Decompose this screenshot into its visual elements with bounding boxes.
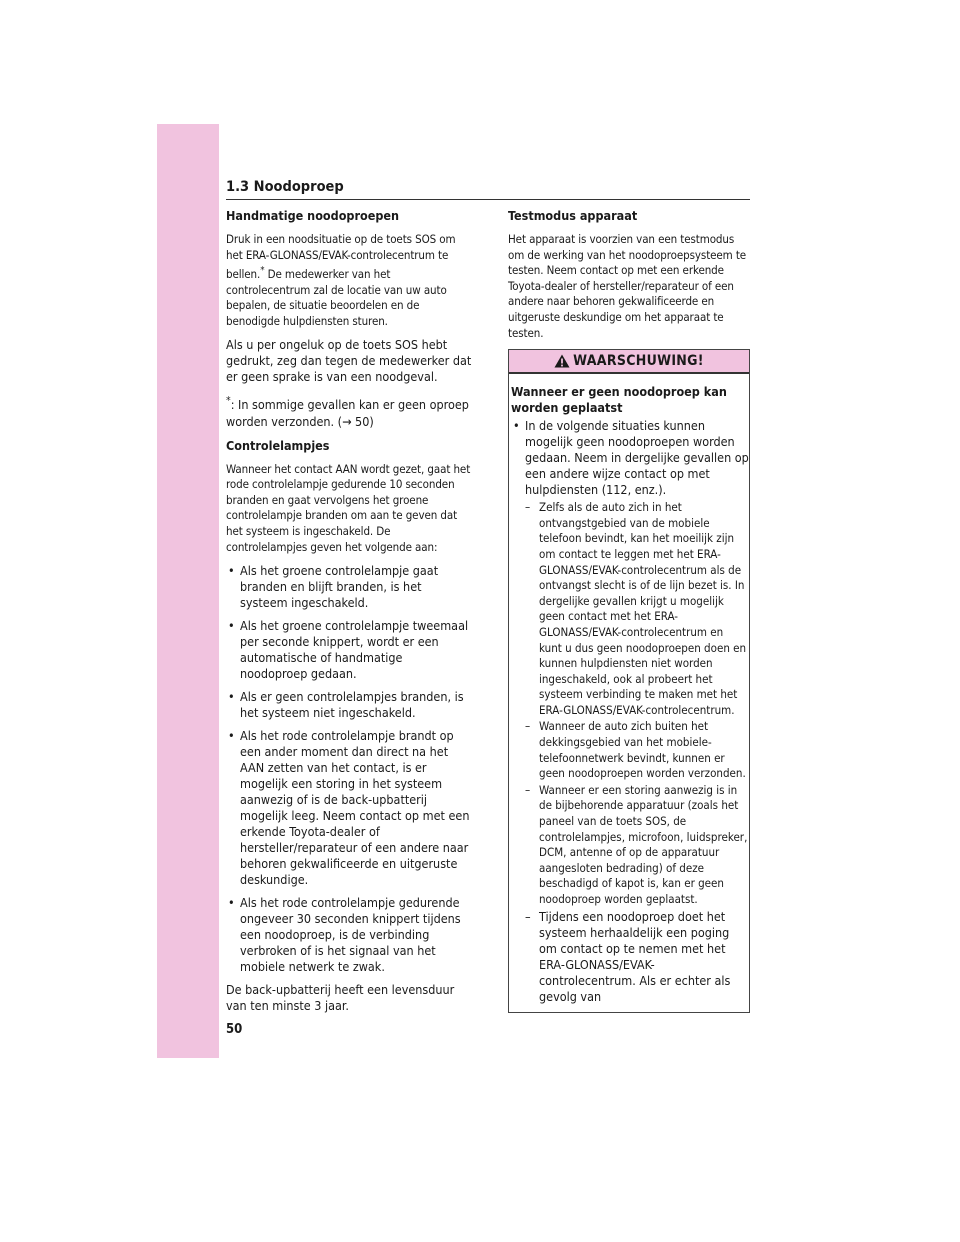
warning-dash-item: – Wanneer de auto zich buiten het dekkingsgebied van het mobiele-telefoonnetwerk bevindt, kunnen er geen noodoproepen worden verzonden. xyxy=(525,719,746,781)
paragraph-indicator-lamps: Wanneer het contact AAN wordt gezet, gaat het rode controlelampje gedurende 10 seconden branden en gaat vervolgens het groene controlelampje branden om aan te geven dat het systeem is ingeschakeld. De controlelampjes geven het volgende aan: xyxy=(226,461,471,554)
paragraph-battery: De back-upbatterij heeft een levensduur van ten minste 3 jaar. xyxy=(226,982,455,1014)
warning-box xyxy=(508,349,750,1012)
list-item-text: Als het rode controlelampje gedurende ongeveer 30 seconden knippert tijdens een noodoproep, is de verbinding verbroken of is het signaal van het mobiele netwerk te zwak. xyxy=(240,895,461,975)
heading-indicator-lamps: Controlelampjes xyxy=(226,437,330,453)
paragraph-test-mode: Het apparaat is voorzien van een testmodus om de werking van het noodoproepsysteem te testen. Neem contact op met een erkende Toyota-dealer of hersteller/reparateur of een andere naar behoren gekwalificeerde en uitgeruste deskundige om het apparaat te testen. xyxy=(508,232,747,340)
warning-title: WAARSCHUWING! xyxy=(573,353,704,370)
page-side-tab xyxy=(157,124,219,1058)
list-item: • Als het rode controlelampje gedurende ongeveer 30 seconden knippert tijdens een noodoproep, is de verbinding verbroken of is het signaal van het mobiele netwerk te zwak. xyxy=(228,895,461,975)
warning-heading: Wanneer er geen noodoproep kan worden geplaatst xyxy=(511,384,727,416)
paragraph-manual-calls xyxy=(226,232,472,329)
footnote-marker-2: * xyxy=(226,395,231,408)
dash-text: Wanneer er een storing aanwezig is in de bijbehorende apparatuur (zoals het paneel van de toets SOS, de controlelampjes, microfoon, luidspreker, DCM, antenne of op de apparatuur aangesloten bedrading) of deze beschadigd of kapot is, kan er geen noodoproep worden geplaatst. xyxy=(539,782,748,906)
list-item: • Als het rode controlelampje brandt op een ander moment dan direct na het AAN zetten van het contact, is er mogelijk een storing in het systeem aanwezig of is de back-upbatterij mogelijk leeg. Neem contact op met een erkende Toyota-dealer of hersteller/reparateur of een andere naar behoren gekwalificeerde en uitgeruste deskundige. xyxy=(228,728,470,888)
warning-header xyxy=(509,350,749,374)
list-item-text: Als het groene controlelampje tweemaal per seconde knippert, wordt er een automatische of handmatige noodoproep gedaan. xyxy=(240,618,469,682)
warning-dash-item: – Zelfs als de auto zich in het ontvangstgebied van de mobiele telefoon bevindt, kan het moeilijk zijn om contact te leggen met het ERA-GLONASS/EVAK-controlecentrum als de ontvangst slecht is of de lijn bezet is. In dergelijke gevallen krijgt u mogelijk geen contact met het ERA-GLONASS/EVAK-controlecentrum en kunt u dus geen noodoproepen doen en kunnen hulpdiensten niet worden ingeschakeld, ook al probeert het systeem verbinding te maken met het ERA-GLONASS/EVAK-controlecentrum. xyxy=(525,500,747,717)
dash-text: Wanneer de auto zich buiten het dekkingsgebied van het mobiele-telefoonnetwerk bevindt, kunnen er geen noodoproepen worden verzonden. xyxy=(539,719,746,781)
heading-test-mode: Testmodus apparaat xyxy=(508,208,638,223)
dash-text: Zelfs als de auto zich in het ontvangstgebied van de mobiele telefoon bevindt, kan het moeilijk zijn om contact te leggen met het ERA-GLONASS/EVAK-controlecentrum als de ontvangst slecht is of de lijn bezet is. In dergelijke gevallen krijgt u mogelijk geen contact met het ERA-GLONASS/EVAK-controlecentrum en kunt u dus geen noodoproepen doen en kunnen hulpdiensten niet worden ingeschakeld, ook al probeert het systeem verbinding te maken met het ERA-GLONASS/EVAK-controlecentrum. xyxy=(539,500,747,717)
dash-text: Tijdens een noodoproep doet het systeem herhaaldelijk een poging om contact op te nemen met het ERA-GLONASS/EVAK- controlecentrum. Als er echter als gevolg van xyxy=(539,908,731,1004)
heading-manual-calls: Handmatige noodoproepen xyxy=(226,208,400,223)
p1-text: Druk in een noodsituatie op de toets SOS om het ERA-GLONASS/EVAK-controlecentrum te bellen. xyxy=(226,232,456,282)
page-number: 50 xyxy=(226,1022,243,1037)
warning-dash-item: – Wanneer er een storing aanwezig is in de bijbehorende apparatuur (zoals het paneel van de toets SOS, de controlelampjes, microfoon, luidspreker, DCM, antenne of op de apparatuur aangesloten bedrading) of deze beschadigd of kapot is, kan er geen noodoproep worden geplaatst. xyxy=(525,782,748,906)
section-title: 1.3 Noodoproep xyxy=(226,179,750,200)
warning-dash-item: – Tijdens een noodoproep doet het systeem herhaaldelijk een poging om contact op te nemen met het ERA-GLONASS/EVAK- controlecentrum. Als er echter als gevolg van xyxy=(525,908,731,1004)
footnote-marker: * xyxy=(260,265,265,277)
footnote xyxy=(226,393,472,429)
footnote-text: : In sommige gevallen kan er geen oproep worden verzonden. (→ 50) xyxy=(226,397,469,429)
warning-bullet-text: In de volgende situaties kunnen mogelijk geen noodoproepen worden gedaan. Neem in dergelijke gevallen op een andere wijze contact op met hulpdiensten (112, enz.). xyxy=(525,418,749,498)
list-item-text: Als het rode controlelampje brandt op een ander moment dan direct na het AAN zetten van het contact, is er mogelijk een storing in het systeem aanwezig of is de back-upbatterij mogelijk leeg. Neem contact op met een erkende Toyota-dealer of hersteller/reparateur of een andere naar behoren gekwalificeerde en uitgeruste deskundige. xyxy=(240,728,470,888)
list-item: • Als het groene controlelampje gaat branden en blijft branden, is het systeem ingeschakeld. xyxy=(228,563,439,611)
right-column xyxy=(508,208,750,1013)
list-item-text: Als er geen controlelampjes branden, is het systeem niet ingeschakeld. xyxy=(240,689,464,721)
list-item-text: Als het groene controlelampje gaat branden en blijft branden, is het systeem ingeschakeld. xyxy=(240,563,439,611)
warning-bullet: • In de volgende situaties kunnen mogelijk geen noodoproepen worden gedaan. Neem in dergelijke gevallen op een andere wijze contact op met hulpdiensten (112, enz.). xyxy=(513,418,749,498)
left-column xyxy=(226,208,472,1022)
list-item: • Als er geen controlelampjes branden, is het systeem niet ingeschakeld. xyxy=(228,689,464,721)
list-item: • Als het groene controlelampje tweemaal per seconde knippert, wordt er een automatische of handmatige noodoproep gedaan. xyxy=(228,618,469,682)
p1-tail: De medewerker van het controlecentrum zal de locatie van uw auto bepalen, de situatie beoordelen en de benodigde hulpdiensten sturen. xyxy=(226,267,447,328)
warning-triangle-icon xyxy=(554,354,570,368)
paragraph-accidental: Als u per ongeluk op de toets SOS hebt gedrukt, zeg dan tegen de medewerker dat er geen sprake is van een noodgeval. xyxy=(226,337,472,385)
warning-body xyxy=(509,374,749,1011)
